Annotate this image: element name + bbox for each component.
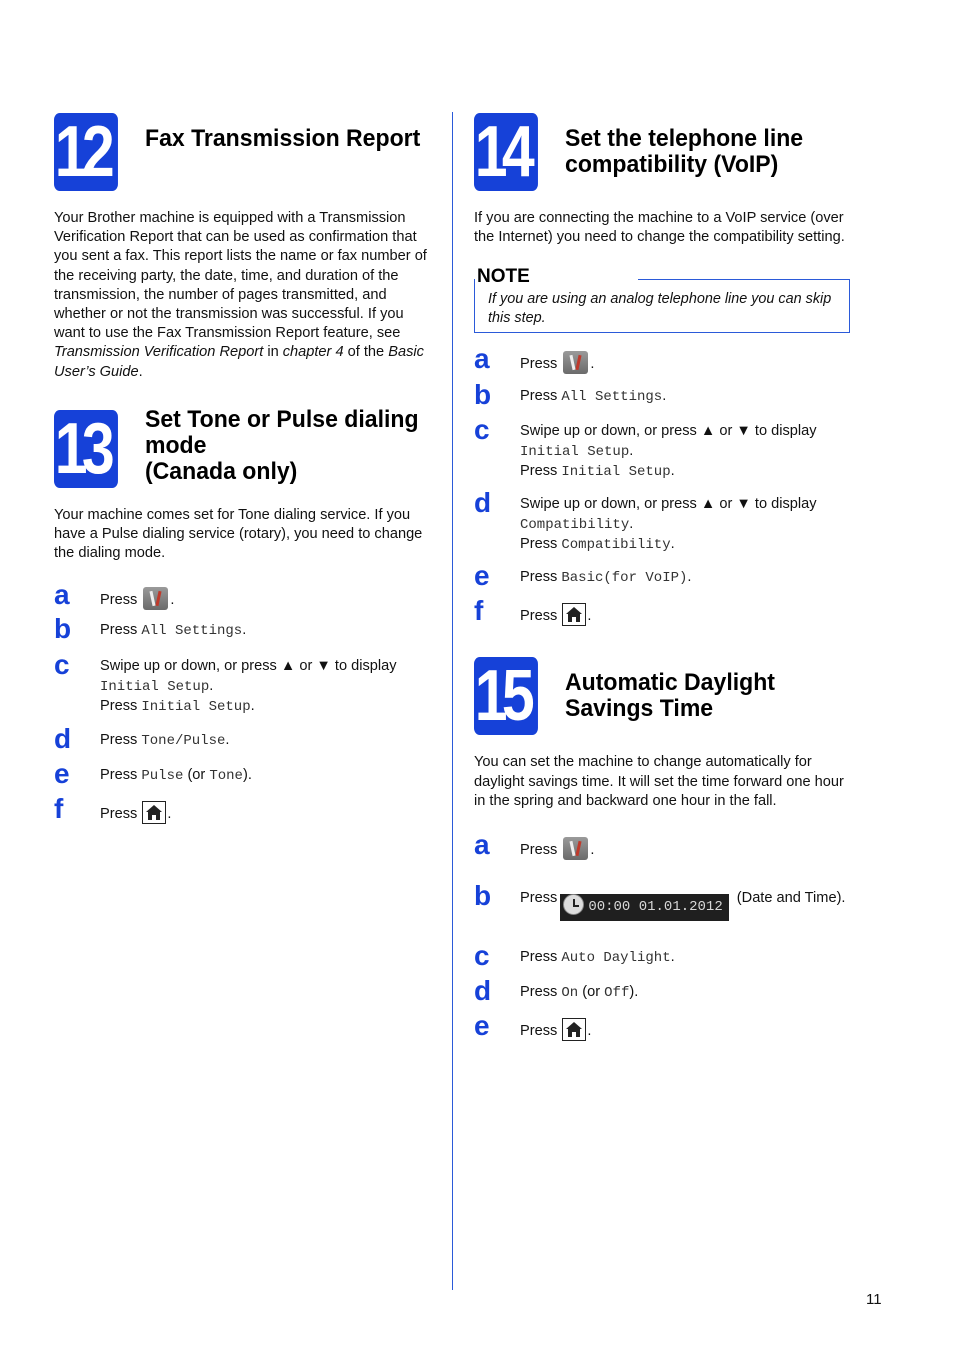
list-item	[54, 793, 432, 835]
step-text: .	[590, 842, 595, 859]
step-text: (Date and Time).	[736, 890, 846, 907]
para-text: .	[138, 363, 143, 380]
step-text: .	[225, 732, 230, 749]
step-title-line: compatibility (VoIP)	[565, 151, 779, 178]
list-item	[474, 595, 854, 657]
step-text: Swipe up or down, or press ▲ or ▼ to display	[520, 496, 817, 513]
list-item	[474, 829, 854, 884]
step-text: .	[587, 1023, 592, 1040]
step-title-line: (Canada only)	[145, 457, 298, 485]
home-icon[interactable]	[562, 1018, 586, 1041]
step-12-paragraph	[54, 209, 432, 382]
step-letter: a	[474, 343, 490, 375]
step-text: Press	[520, 388, 558, 405]
note-box	[474, 266, 850, 329]
step-text: Press	[520, 984, 558, 1001]
step-letter: e	[54, 758, 70, 790]
para-italic-ref: chapter 4	[282, 344, 344, 361]
note-title: NOTE	[477, 266, 530, 288]
list-item	[474, 343, 854, 387]
step-15-list	[474, 829, 854, 1052]
step-letter: e	[474, 1010, 490, 1042]
step-text: Press	[520, 1023, 558, 1040]
step-letter: b	[474, 379, 492, 411]
step-number-15: 15	[474, 657, 538, 735]
para-text: Your Brother machine is equipped with a Transmission Verification Report that can be used as confirmation that you sent a fax. This report lists the name or fax number of the receiving party, the date, time, and duration of the transmission, the number of pages transmitted, and whether or not the transmission was successful. If you want to use the Fax Transmission Report feature, see	[54, 210, 427, 342]
step-text: .	[167, 806, 172, 823]
step-text: Swipe up or down, or press ▲ or ▼ to display	[100, 658, 397, 675]
note-text: If you are using an analog telephone line you can skip this step.	[488, 291, 832, 327]
note-top-rule	[638, 279, 850, 280]
step-14-header	[474, 113, 854, 191]
step-text: ).	[629, 984, 639, 1001]
step-text: .	[587, 608, 592, 625]
step-text: .	[242, 622, 247, 639]
list-item	[54, 723, 432, 766]
step-letter: d	[474, 975, 492, 1007]
step-text: (or	[183, 767, 210, 784]
step-text: .	[629, 515, 634, 532]
list-item	[474, 975, 854, 1018]
menu-option: Compatibility	[520, 516, 630, 533]
step-title-daylight-savings	[565, 670, 842, 722]
step-title-fax-transmission-report	[145, 126, 421, 152]
step-number-14: 14	[474, 113, 538, 191]
step-number-13: 13	[54, 410, 118, 488]
step-letter: c	[474, 414, 490, 446]
home-icon[interactable]	[142, 801, 166, 824]
step-text: Press	[520, 569, 558, 586]
step-letter: a	[54, 579, 70, 611]
menu-option[interactable]: Tone/Pulse	[141, 733, 226, 750]
step-text: ).	[242, 767, 252, 784]
para-text: in	[263, 344, 283, 361]
step-letter: f	[474, 595, 484, 627]
step-text: Press	[100, 767, 138, 784]
step-letter: c	[474, 940, 490, 972]
menu-option[interactable]: Auto Daylight	[561, 950, 671, 967]
list-item	[54, 649, 432, 731]
list-item	[474, 880, 854, 948]
step-text: Press	[520, 463, 558, 480]
step-14-list	[474, 343, 854, 657]
step-text: .	[209, 677, 214, 694]
menu-option[interactable]: Basic(for VoIP)	[561, 570, 688, 587]
list-item	[474, 414, 854, 495]
list-item	[54, 613, 432, 657]
step-text: .	[662, 388, 667, 405]
list-item	[474, 560, 854, 603]
step-text: Press	[100, 592, 138, 609]
menu-option[interactable]: All Settings	[561, 389, 663, 406]
settings-tool-icon[interactable]	[563, 837, 588, 860]
menu-option[interactable]: All Settings	[141, 623, 243, 640]
left-column	[54, 113, 432, 835]
step-text: Press	[520, 842, 558, 859]
menu-option: Initial Setup	[100, 678, 210, 695]
date-time-button[interactable]	[560, 894, 728, 921]
menu-option[interactable]: Off	[604, 985, 630, 1002]
column-divider	[452, 112, 453, 1290]
menu-option: Initial Setup	[520, 443, 630, 460]
step-letter: e	[474, 560, 490, 592]
step-text: Press	[100, 732, 138, 749]
step-letter: d	[474, 487, 492, 519]
step-title-line: Set the telephone line	[565, 125, 804, 152]
list-item	[54, 579, 432, 621]
step-text: .	[250, 698, 255, 715]
step-text: Press	[100, 698, 138, 715]
home-icon[interactable]	[562, 603, 586, 626]
step-text: .	[670, 949, 675, 966]
menu-option[interactable]: Initial Setup	[141, 699, 251, 716]
step-12-header	[54, 113, 432, 191]
step-title-line: Automatic Daylight	[565, 669, 775, 697]
list-item	[474, 1010, 854, 1052]
step-13-header	[54, 405, 432, 489]
step-letter: f	[54, 793, 64, 825]
step-14-paragraph: If you are connecting the machine to a VoIP service (over the Internet) you need to change the compatibility setting.	[474, 210, 845, 246]
step-title-line: Savings Time	[565, 695, 714, 723]
list-item	[474, 487, 854, 568]
step-text: Press	[520, 608, 558, 625]
list-item	[474, 379, 854, 422]
list-item	[474, 940, 854, 983]
step-letter: b	[54, 613, 72, 645]
right-column	[474, 113, 854, 1052]
para-text: of the	[343, 344, 389, 361]
step-text: Press	[520, 890, 558, 907]
step-text: Press	[100, 622, 138, 639]
menu-option[interactable]: Initial Setup	[561, 464, 671, 481]
date-time-button-label: 00:00 01.01.2012	[588, 899, 723, 916]
step-title-tone-pulse	[145, 407, 421, 485]
menu-option[interactable]: Pulse	[141, 768, 184, 785]
step-letter: c	[54, 649, 70, 681]
menu-option[interactable]: On	[561, 985, 579, 1002]
step-text: Press	[520, 536, 558, 553]
settings-tool-icon[interactable]	[143, 587, 168, 610]
step-title-voip	[565, 126, 842, 178]
step-text: Press	[520, 356, 558, 373]
settings-tool-icon[interactable]	[563, 351, 588, 374]
step-15-paragraph: You can set the machine to change automatically for daylight savings time. It will set the time forward one hour in the spring and backward one hour in the fall.	[474, 754, 844, 809]
step-title-line: Set Tone or Pulse dialing	[145, 405, 419, 433]
para-italic-ref: Basic User’s Guide	[54, 344, 424, 380]
step-text: .	[670, 536, 675, 553]
step-text: (or	[578, 984, 605, 1001]
page-number: 11	[866, 1291, 882, 1308]
menu-option[interactable]: Compatibility	[561, 537, 671, 554]
step-title-line: Fax Transmission Report	[145, 125, 421, 152]
clock-icon	[563, 894, 584, 915]
para-italic-ref: Transmission Verification Report	[54, 344, 264, 361]
menu-option[interactable]: Tone	[209, 768, 243, 785]
step-text: .	[670, 463, 675, 480]
step-text: .	[687, 569, 692, 586]
step-letter: b	[474, 880, 492, 912]
step-number-12: 12	[54, 113, 118, 191]
list-item	[54, 758, 432, 801]
step-text: .	[590, 356, 595, 373]
step-text: .	[170, 592, 175, 609]
step-13-paragraph: Your machine comes set for Tone dialing service. If you have a Pulse dialing service (rotary), you need to change the dialing mode.	[54, 506, 423, 562]
step-text: .	[629, 442, 634, 459]
step-15-header	[474, 657, 854, 735]
step-text: Press	[100, 806, 138, 823]
step-letter: a	[474, 829, 490, 861]
step-text: Press	[520, 949, 558, 966]
step-text: Swipe up or down, or press ▲ or ▼ to display	[520, 423, 817, 440]
step-13-list	[54, 579, 432, 835]
step-letter: d	[54, 723, 72, 755]
step-title-line: mode	[145, 431, 207, 459]
